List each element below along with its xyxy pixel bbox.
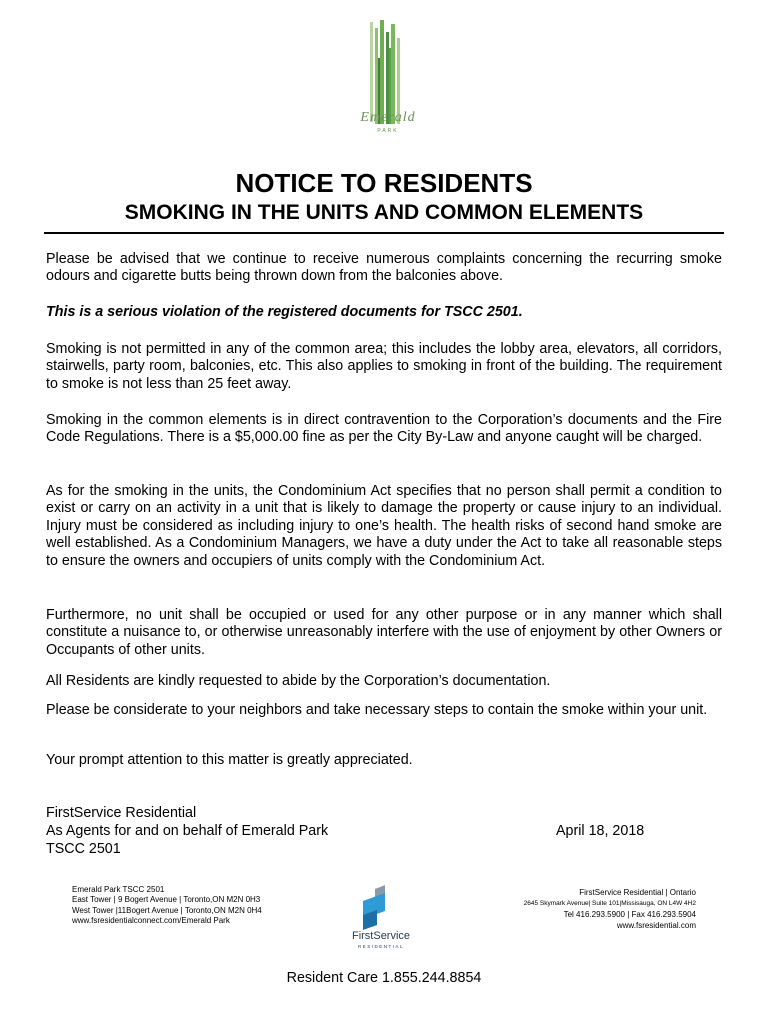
page-title: NOTICE TO RESIDENTS <box>235 168 533 198</box>
footer-left-line: West Tower |11Bogert Avenue | Toronto,ON M2N 0H4 <box>72 905 262 915</box>
page-subtitle: SMOKING IN THE UNITS AND COMMON ELEMENTS <box>124 201 644 224</box>
signature-tscc: TSCC 2501 <box>46 841 121 857</box>
logo-subtext: PARK <box>377 128 399 134</box>
footer-right-address: 2645 Skymark Avenue| Suite 101|Missisauga, ON L4W 4H2 <box>523 900 696 907</box>
footer-right-phone: Tel 416.293.5900 | Fax 416.293.5904 <box>563 910 696 919</box>
footer-right-link[interactable]: www.fsresidential.com <box>616 921 696 930</box>
notice-date: April 18, 2018 <box>556 823 645 839</box>
paragraph-appreciation: Your prompt attention to this matter is greatly appreciated. <box>46 752 413 768</box>
paragraph-common-area: Smoking is not permitted in any of the common area; this includes the lobby area, elevators, all corridors, stairwells, party room, balconies, etc. This also applies to smoking in front of the building. The requirement to smoke is not less than 25 feet away. <box>46 341 722 392</box>
signature-agents: As Agents for and on behalf of Emerald Park <box>46 823 329 839</box>
paragraph-condominium-act: As for the smoking in the units, the Condominium Act specifies that no person shall permit a condition to exist or carry on an activity in a unit that is likely to damage the property or cause injury to an individual. Injury must be considered as including injury to one’s health. The health risks of second hand smoke are well established. As a Condominium Managers, we have a duty under the Act to take all reasonable steps to ensure the owners and occupiers of units comply with the Condominium Act. <box>46 483 722 569</box>
paragraph-nuisance: Furthermore, no unit shall be occupied or used for any other purpose or in any manner which shall constitute a nuisance to, or otherwise unreasonably interfere with the use of enjoyment by other Owners or Occupants of other units. <box>46 607 722 658</box>
paragraph-abide: All Residents are kindly requested to abide by the Corporation’s documentation. <box>46 673 551 689</box>
footer-left-line: Emerald Park TSCC 2501 <box>72 885 165 894</box>
signature-company: FirstService Residential <box>46 805 197 821</box>
logo-wordmark: Emerald <box>360 110 416 125</box>
paragraph-violation: This is a serious violation of the registered documents for TSCC 2501. <box>46 304 523 320</box>
firstservice-subtext: RESIDENTIAL <box>357 944 404 949</box>
footer-right <box>524 887 696 931</box>
paragraph-complaints: Please be advised that we continue to receive numerous complaints concerning the recurring smoke odours and cigarette butts being thrown down from the balconies above. <box>46 251 722 285</box>
footer-left <box>72 885 262 927</box>
firstservice-wordmark: FirstService <box>351 930 411 942</box>
resident-care-phone: Resident Care 1.855.244.8854 <box>286 970 482 986</box>
paragraph-considerate: Please be considerate to your neighbors and take necessary steps to contain the smoke within your unit. <box>46 702 708 718</box>
footer-right-line: FirstService Residential | Ontario <box>579 888 696 897</box>
footer-left-link[interactable]: www.fsresidentialconnect.com/Emerald Park <box>72 916 230 926</box>
footer-left-line: East Tower | 9 Bogert Avenue | Toronto,ON M2N 0H3 <box>72 895 261 905</box>
paragraph-fine: Smoking in the common elements is in direct contravention to the Corporation’s documents and the Fire Code Regulations. There is a $5,000.00 fine as per the City By-Law and anyone caught will be charged. <box>46 412 722 446</box>
title-divider <box>44 232 724 234</box>
